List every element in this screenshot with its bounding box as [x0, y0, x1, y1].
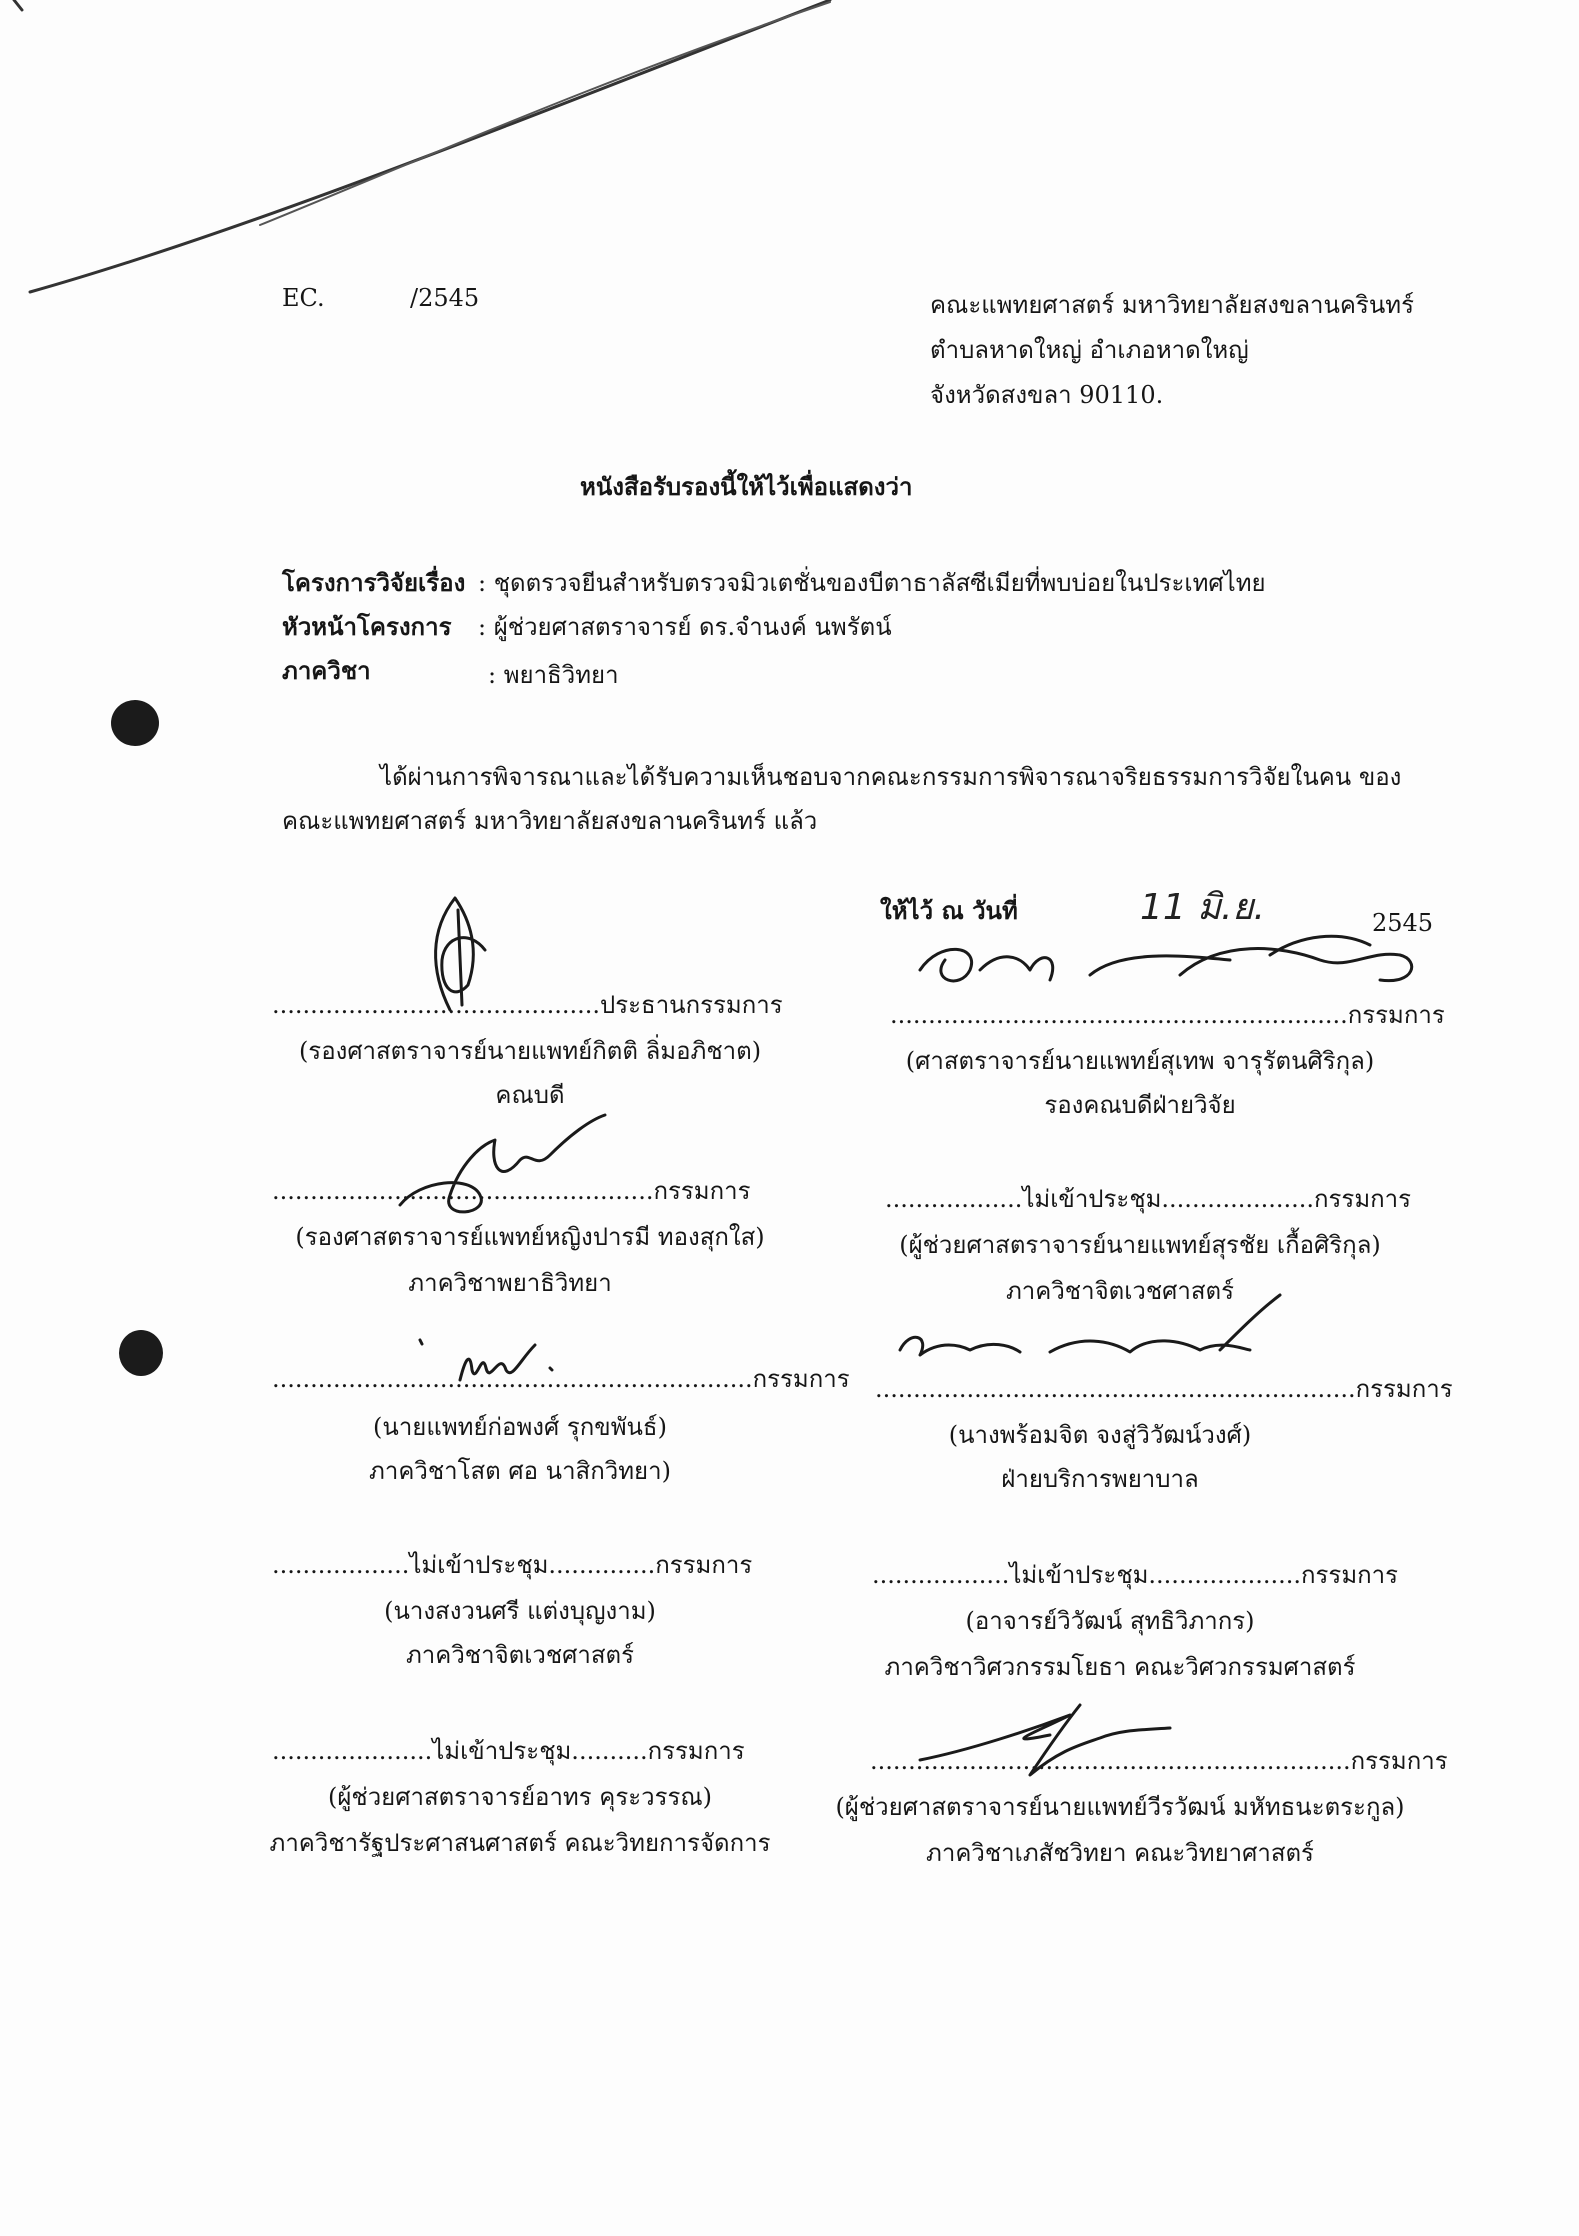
- address-line-3: จังหวัดสงขลา 90110.: [930, 381, 1164, 409]
- committee-5-role: ฝ่ายบริการพยาบาล: [1001, 1465, 1199, 1493]
- label-project-title: โครงการวิจัยเรื่อง: [282, 568, 466, 597]
- committee-1-name: (ศาสตราจารย์นายแพทย์สุเทพ จารุรัตนศิริกุล): [905, 1047, 1375, 1075]
- committee-9-line: ...............................................................กรรมการ: [870, 1747, 1448, 1775]
- signature-committee-9: [910, 1690, 1230, 1780]
- committee-2-role: ภาควิชาพยาธิวิทยา: [408, 1269, 612, 1297]
- committee-0-line: ...........................................ประธานกรรมการ: [272, 991, 783, 1019]
- committee-9-name: (ผู้ช่วยศาสตราจารย์นายแพทย์วีรวัฒน์ มหัทธนะตระกูล): [835, 1793, 1405, 1821]
- committee-3-name: (ผู้ช่วยศาสตราจารย์นายแพทย์สุรชัย เกื้อศิริกุล): [899, 1231, 1381, 1259]
- signature-committee-2: [380, 1110, 620, 1220]
- committee-1-line: ............................................................กรรมการ: [890, 1001, 1445, 1029]
- address-line-2: ตำบลหาดใหญ่ อำเภอหาดใหญ่: [930, 336, 1249, 364]
- committee-6-role: ภาควิชาจิตเวชศาสตร์: [405, 1641, 635, 1669]
- committee-3-line: ..................ไม่เข้าประชุม....................กรรมการ: [885, 1185, 1412, 1213]
- committee-8-role: ภาควิชารัฐประศาสนศาสตร์ คณะวิทยการจัดการ: [269, 1829, 771, 1857]
- committee-1-role: รองคณบดีฝ่ายวิจัย: [1044, 1091, 1236, 1119]
- committee-2-line: ..................................................กรรมการ: [272, 1177, 751, 1205]
- date-handwritten: 11 มิ.ย.: [1140, 887, 1265, 928]
- scan-streak-line: [0, 0, 1579, 320]
- label-project-head: หัวหน้าโครงการ: [282, 612, 452, 641]
- committee-4-line: ...............................................................กรรมการ: [272, 1365, 850, 1393]
- committee-4-name: (นายแพทย์ก่อพงศ์ รุกขพันธ์): [373, 1413, 667, 1441]
- committee-9-role: ภาควิชาเภสัชวิทยา คณะวิทยาศาสตร์: [926, 1839, 1314, 1867]
- committee-8-line: .....................ไม่เข้าประชุม..........กรรมการ: [272, 1737, 745, 1765]
- value-department: : พยาธิวิทยา: [488, 661, 619, 689]
- committee-6-name: (นางสงวนศรี แต่งบุญงาม): [384, 1597, 656, 1625]
- signature-vice-dean: [900, 930, 1440, 1010]
- body-line-2: คณะแพทยศาสตร์ มหาวิทยาลัยสงขลานครินทร์ แล้ว: [282, 807, 818, 835]
- committee-7-role: ภาควิชาวิศวกรรมโยธา คณะวิศวกรรมศาสตร์: [884, 1653, 1356, 1681]
- committee-8-name: (ผู้ช่วยศาสตราจารย์อาทร คุระวรรณ): [327, 1783, 712, 1811]
- signature-chairman: [410, 890, 520, 1020]
- label-department: ภาควิชา: [282, 656, 371, 685]
- committee-7-line: ..................ไม่เข้าประชุม....................กรรมการ: [872, 1561, 1399, 1589]
- ref-prefix: EC.: [282, 284, 325, 312]
- document-title: หนังสือรับรองนี้ให้ไว้เพื่อแสดงว่า: [580, 472, 913, 501]
- value-project-head: : ผู้ช่วยศาสตราจารย์ ดร.จำนงค์ นพรัตน์: [478, 613, 892, 641]
- committee-7-name: (อาจารย์วิวัฒน์ สุทธิวิภากร): [965, 1607, 1255, 1635]
- body-line-1: ได้ผ่านการพิจารณาและได้รับความเห็นชอบจากคณะกรรมการพิจารณาจริยธรรมการวิจัยในคน ของ: [380, 763, 1402, 791]
- committee-5-line: ...............................................................กรรมการ: [875, 1375, 1453, 1403]
- committee-4-role: ภาควิชาโสต ศอ นาสิกวิทยา): [369, 1457, 671, 1485]
- date-year: 2545: [1372, 909, 1434, 937]
- signature-committee-5: [880, 1290, 1300, 1390]
- committee-0-role: คณบดี: [495, 1081, 565, 1109]
- committee-3-role: ภาควิชาจิตเวชศาสตร์: [1005, 1277, 1235, 1305]
- address-line-1: คณะแพทยศาสตร์ มหาวิทยาลัยสงขลานครินทร์: [930, 291, 1414, 319]
- punch-hole-bottom: [119, 1330, 163, 1376]
- committee-5-name: (นางพร้อมจิต จงสู่วิวัฒน์วงศ์): [948, 1421, 1252, 1449]
- committee-0-name: (รองศาสตราจารย์นายแพทย์กิตติ ลิ่มอภิชาต): [298, 1037, 762, 1065]
- date-label: ให้ไว้ ณ วันที่: [880, 896, 1018, 925]
- value-project-title: : ชุดตรวจยีนสำหรับตรวจมิวเตชั่นของบีตาธาลัสซีเมียที่พบบ่อยในประเทศไทย: [478, 569, 1266, 597]
- signature-committee-4: [410, 1330, 590, 1390]
- committee-6-line: ..................ไม่เข้าประชุม..............กรรมการ: [272, 1551, 753, 1579]
- punch-hole-top: [111, 700, 159, 746]
- ref-number: /2545: [410, 284, 480, 312]
- committee-2-name: (รองศาสตราจารย์แพทย์หญิงปารมี ทองสุกใส): [295, 1223, 765, 1251]
